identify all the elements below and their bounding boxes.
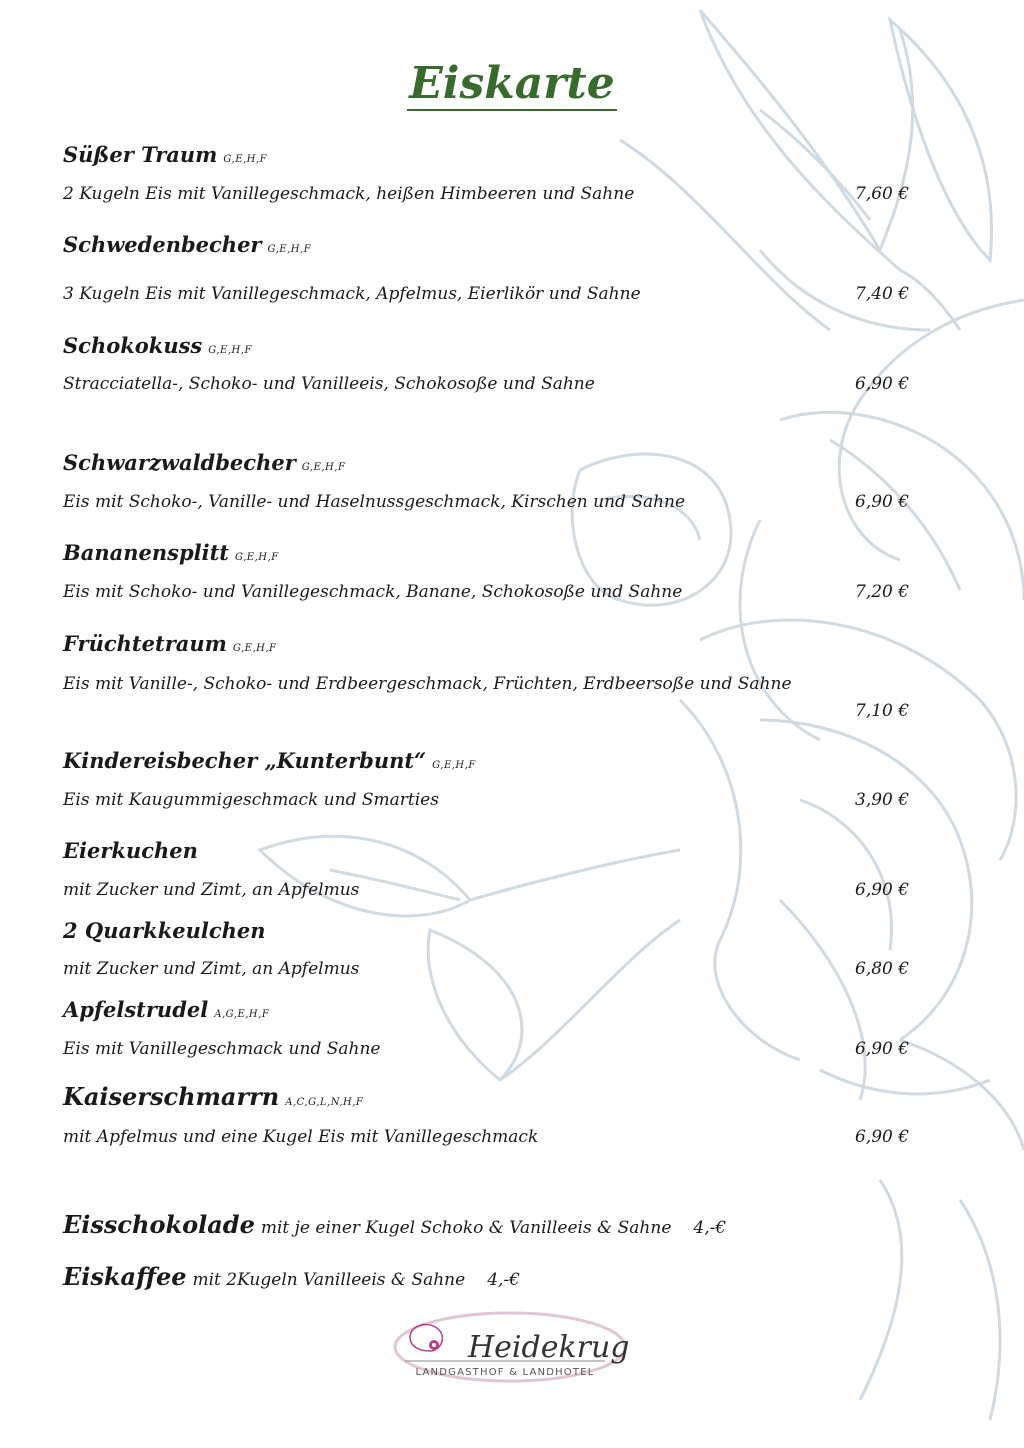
- menu-item-description: Eis mit Vanillegeschmack und Sahne: [63, 1039, 381, 1059]
- page-title: Eiskarte: [409, 58, 615, 109]
- drink-price: 4,-€: [693, 1218, 727, 1238]
- drink-description: mit 2Kugeln Vanilleeis & Sahne: [192, 1270, 466, 1290]
- drink-item: [63, 1262, 520, 1291]
- menu-item-price: 6,90 €: [855, 1127, 910, 1147]
- menu-item-price: 3,90 €: [855, 790, 910, 810]
- drink-price: 4,-€: [487, 1270, 520, 1290]
- allergen-codes: G,E,H,F: [232, 643, 277, 654]
- menu-item-price: 6,90 €: [855, 374, 910, 394]
- menu-item-price: 6,80 €: [855, 959, 910, 979]
- allergen-codes: A,G,E,H,F: [214, 1009, 270, 1020]
- menu-item-name: Kaiserschmarrn A,C,G,L,N,H,F: [63, 1082, 364, 1111]
- menu-item-name: Schokokuss G,E,H,F: [63, 333, 252, 358]
- menu-item-description: Eis mit Schoko- und Vanillegeschmack, Banane, Schokosoße und Sahne: [63, 582, 683, 602]
- menu-item-description: Stracciatella-, Schoko- und Vanilleeis, Schokosoße und Sahne: [63, 374, 595, 394]
- menu-item-name: 2 Quarkkeulchen: [63, 918, 266, 943]
- menu-item-description: mit Apfelmus und eine Kugel Eis mit Vanillegeschmack: [63, 1127, 539, 1147]
- menu-item-description: mit Zucker und Zimt, an Apfelmus: [63, 959, 360, 979]
- menu-item-description: 2 Kugeln Eis mit Vanillegeschmack, heißen Himbeeren und Sahne: [63, 184, 635, 204]
- menu-item-description: Eis mit Kaugummigeschmack und Smarties: [63, 790, 439, 810]
- menu-item-name: Apfelstrudel A,G,E,H,F: [63, 997, 270, 1022]
- drink-name: Eisschokolade: [63, 1210, 255, 1239]
- allergen-codes: G,E,H,F: [267, 244, 312, 255]
- menu-item-price: 6,90 €: [855, 492, 910, 512]
- allergen-codes: G,E,H,F: [235, 552, 279, 563]
- menu-item-price: 7,20 €: [855, 582, 910, 602]
- menu-item-name: Kindereisbecher „Kunterbunt“ G,E,H,F: [63, 748, 476, 773]
- menu-item-description: Eis mit Vanille-, Schoko- und Erdbeergeschmack, Früchten, Erdbeersoße und Sahne: [63, 674, 792, 694]
- menu-item-price: 7,60 €: [855, 184, 910, 204]
- menu-item-name: Süßer Traum G,E,H,F: [63, 142, 268, 167]
- drink-item: [63, 1210, 726, 1239]
- menu-item-name: Früchtetraum G,E,H,F: [63, 631, 277, 656]
- menu-item-price: 7,10 €: [855, 701, 910, 721]
- allergen-codes: G,E,H,F: [301, 462, 346, 473]
- menu-item-name: Schwedenbecher G,E,H,F: [63, 232, 312, 257]
- allergen-codes: G,E,H,F: [223, 154, 268, 165]
- logo-subtitle: LANDGASTHOF & LANDHOTEL: [415, 1367, 595, 1378]
- logo-name: Heidekrug: [468, 1330, 630, 1365]
- menu-item-description: mit Zucker und Zimt, an Apfelmus: [63, 880, 360, 900]
- allergen-codes: G,E,H,F: [432, 760, 476, 771]
- menu-item-name: Schwarzwaldbecher G,E,H,F: [63, 450, 346, 475]
- menu-item-description: 3 Kugeln Eis mit Vanillegeschmack, Apfelmus, Eierlikör und Sahne: [63, 284, 641, 304]
- drink-description: mit je einer Kugel Schoko & Vanilleeis & Sahne: [260, 1218, 672, 1238]
- menu-item-price: 7,40 €: [855, 284, 910, 304]
- menu-item-description: Eis mit Schoko-, Vanille- und Haselnussgeschmack, Kirschen und Sahne: [63, 492, 686, 512]
- allergen-codes: A,C,G,L,N,H,F: [285, 1097, 364, 1108]
- menu-item-name: Bananensplitt G,E,H,F: [63, 540, 279, 565]
- drink-name: Eiskaffee: [63, 1262, 187, 1291]
- menu-item-price: 6,90 €: [855, 880, 910, 900]
- menu-item-name: Eierkuchen: [63, 838, 198, 863]
- menu-item-price: 6,90 €: [855, 1039, 910, 1059]
- allergen-codes: G,E,H,F: [208, 345, 252, 356]
